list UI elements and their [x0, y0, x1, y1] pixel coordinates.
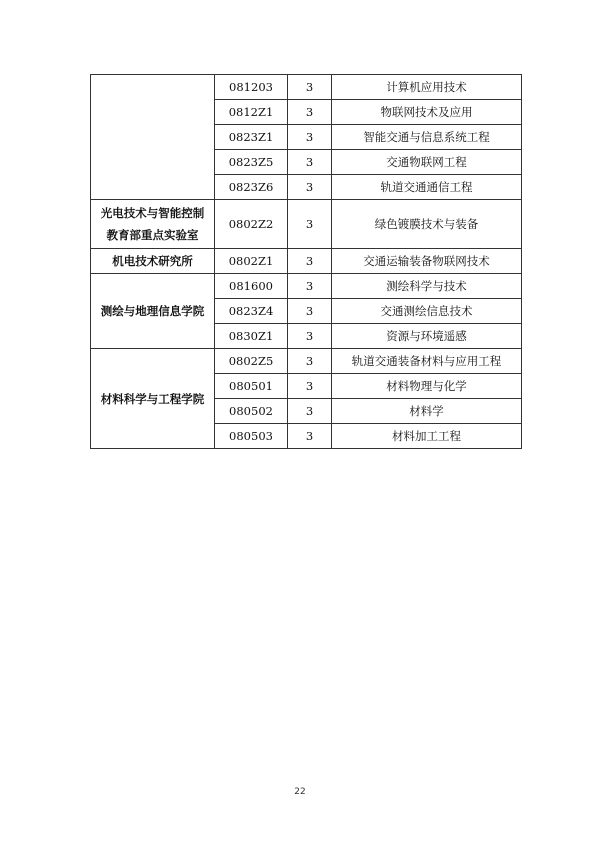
major-name: 物联网技术及应用: [332, 100, 522, 125]
major-code: 0802Z2: [215, 200, 288, 249]
major-name: 交通运输装备物联网技术: [332, 249, 522, 274]
major-code: 080501: [215, 374, 288, 399]
page-number: 22: [294, 787, 306, 797]
major-code: 0823Z4: [215, 299, 288, 324]
study-years: 3: [288, 75, 332, 100]
major-code: 0823Z6: [215, 175, 288, 200]
college-cell: [91, 200, 215, 249]
study-years: 3: [288, 175, 332, 200]
major-code: 080502: [215, 399, 288, 424]
study-years: 3: [288, 399, 332, 424]
study-years: 3: [288, 299, 332, 324]
major-code: 0802Z5: [215, 349, 288, 374]
table-row: [91, 249, 522, 274]
major-code: 0823Z1: [215, 125, 288, 150]
table-row: [91, 349, 522, 374]
study-years: 3: [288, 150, 332, 175]
major-code: 081600: [215, 274, 288, 299]
major-code: 081203: [215, 75, 288, 100]
study-years: 3: [288, 249, 332, 274]
study-years: 3: [288, 100, 332, 125]
college-name-line: 光电技术与智能控制: [100, 206, 205, 220]
major-name: 交通测绘信息技术: [332, 299, 522, 324]
table-row: [91, 200, 522, 249]
study-years: 3: [288, 200, 332, 249]
study-years: 3: [288, 274, 332, 299]
major-code: 0823Z5: [215, 150, 288, 175]
major-name: 材料物理与化学: [332, 374, 522, 399]
major-name: 测绘科学与技术: [332, 274, 522, 299]
major-name: 计算机应用技术: [332, 75, 522, 100]
major-code: 0802Z1: [215, 249, 288, 274]
majors-table: [90, 74, 522, 449]
major-code: 0812Z1: [215, 100, 288, 125]
study-years: 3: [288, 424, 332, 449]
major-name: 资源与环境遥感: [332, 324, 522, 349]
major-code: 080503: [215, 424, 288, 449]
college-cell: 机电技术研究所: [91, 249, 215, 274]
major-name: 轨道交通通信工程: [332, 175, 522, 200]
college-name-line: 教育部重点实验室: [106, 228, 199, 242]
college-cell: 测绘与地理信息学院: [91, 274, 215, 349]
college-cell: 材料科学与工程学院: [91, 349, 215, 449]
major-name: 交通物联网工程: [332, 150, 522, 175]
study-years: 3: [288, 349, 332, 374]
major-name: 材料学: [332, 399, 522, 424]
major-name: 材料加工工程: [332, 424, 522, 449]
study-years: 3: [288, 125, 332, 150]
major-name: 轨道交通装备材料与应用工程: [332, 349, 522, 374]
college-cell: [91, 75, 215, 200]
major-name: 绿色镀膜技术与装备: [332, 200, 522, 249]
table-row: [91, 75, 522, 100]
major-code: 0830Z1: [215, 324, 288, 349]
table-row: [91, 274, 522, 299]
study-years: 3: [288, 374, 332, 399]
major-name: 智能交通与信息系统工程: [332, 125, 522, 150]
study-years: 3: [288, 324, 332, 349]
